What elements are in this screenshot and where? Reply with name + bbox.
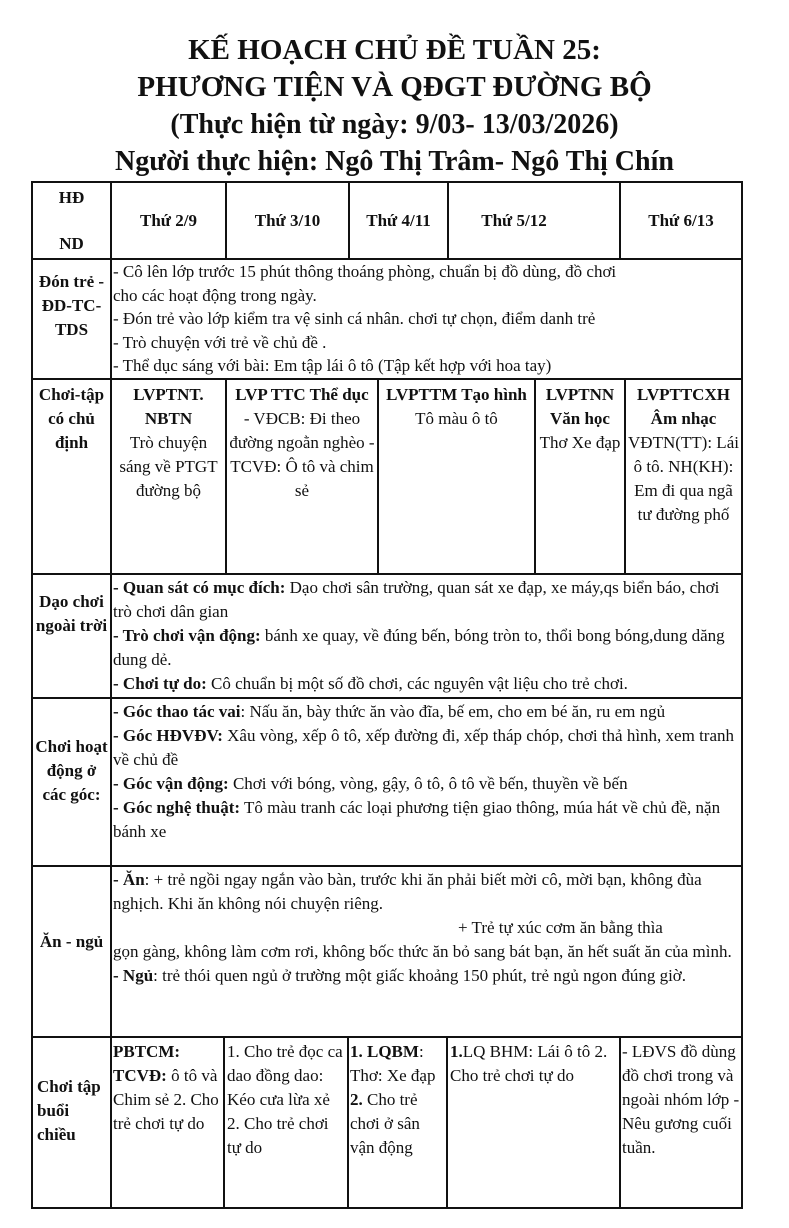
header-day-wed: Thứ 4/11 bbox=[366, 211, 431, 230]
row-label-buoi-chieu: Chơi tập buổi chiều bbox=[37, 1077, 101, 1144]
buoi-chieu-friday bbox=[622, 1040, 740, 1160]
table-border-right bbox=[741, 181, 743, 1209]
goc-item-title: - Góc thao tác vai bbox=[113, 702, 241, 721]
table-border-bottom bbox=[31, 1207, 743, 1209]
buoi-chieu-wednesday-title: 1. LQBM bbox=[350, 1042, 419, 1061]
dao-choi-item-text: Cô chuẩn bị một số đồ chơi, các nguyên vật liệu cho trẻ chơi. bbox=[206, 674, 628, 693]
table-border-top bbox=[31, 181, 743, 183]
column-divider bbox=[347, 1036, 349, 1208]
header-corner-top: HĐ bbox=[58, 188, 85, 207]
column-divider bbox=[446, 1036, 448, 1208]
title-line-4: Người thực hiện: Ngô Thị Trâm- Ngô Thị Chín bbox=[115, 146, 674, 177]
column-divider bbox=[377, 378, 379, 573]
an-text: : + trẻ ngồi ngay ngắn vào bàn, trước khi ăn phải biết mời cô, mời bạn, không đùa nghịch. Khi ăn không nói chuyện riêng. bbox=[113, 870, 702, 913]
row-divider bbox=[31, 1036, 743, 1038]
title-line-1: KẾ HOẠCH CHỦ ĐỀ TUẦN 25: bbox=[188, 34, 601, 66]
row-divider bbox=[31, 865, 743, 867]
buoi-chieu-tuesday-text: 1. Cho trẻ đọc ca dao đồng dao: Kéo cưa lừa xẻ 2. Cho trẻ chơi tự do bbox=[227, 1042, 343, 1157]
don-tre-line: cho các hoạt động trong ngày. bbox=[113, 285, 317, 305]
don-tre-line: - Thể dục sáng với bài: Em tập lái ô tô (Tập kết hợp với hoa tay) bbox=[113, 356, 552, 375]
an-paragraph-continued: + Trẻ tự xúc cơm ăn bằng thìa bbox=[458, 918, 663, 937]
title-line-3: (Thực hiện từ ngày: 9/03- 13/03/2026) bbox=[170, 109, 619, 140]
column-divider bbox=[225, 378, 227, 573]
choi-tap-tuesday bbox=[228, 383, 376, 503]
choi-tap-tuesday-body: - VĐCB: Đi theo đường ngoằn nghèo -TCVĐ: Ô tô và chim sẻ bbox=[229, 409, 375, 500]
row-label-an-ngu: Ăn - ngủ bbox=[39, 932, 104, 951]
choi-tap-thursday bbox=[536, 383, 624, 455]
goc-item-text: Xâu vòng, xếp ô tô, xếp đường đi, xếp tháp chóp, chơi thả hình, xem tranh về chủ đề bbox=[113, 726, 734, 769]
dao-choi-content bbox=[113, 576, 741, 696]
buoi-chieu-thursday-title: 1. bbox=[450, 1042, 463, 1061]
buoi-chieu-monday-text: ô tô và Chim sẻ 2. Cho trẻ chơi tự do bbox=[113, 1066, 219, 1133]
buoi-chieu-thursday bbox=[450, 1040, 618, 1088]
dao-choi-item bbox=[113, 672, 741, 696]
goc-item-title: - Góc HĐVĐV: bbox=[113, 726, 223, 745]
row-divider bbox=[31, 378, 743, 380]
header-day-mon: Thứ 2/9 bbox=[140, 211, 197, 230]
buoi-chieu-tuesday bbox=[227, 1040, 346, 1160]
row-label-choi-tap: Chơi-tập có chủ định bbox=[38, 385, 105, 452]
choi-tap-wednesday bbox=[380, 383, 533, 431]
choi-tap-monday-heading: LVPTNT. NBTN bbox=[133, 385, 204, 428]
buoi-chieu-monday-title: PBTCM: TCVĐ: bbox=[113, 1042, 181, 1085]
goc-item-title: - Góc nghệ thuật: bbox=[113, 798, 241, 817]
dao-choi-item-text: Dạo chơi sân trường, quan sát xe đạp, xe máy,qs biển báo, chơi trò chơi dân gian bbox=[113, 578, 720, 621]
ngu-text: : trẻ thói quen ngủ ở trường một giấc khoảng 150 phút, trẻ ngủ ngon đúng giờ. bbox=[153, 966, 687, 985]
buoi-chieu-thursday-text: LQ BHM: Lái ô tô 2. Cho trẻ chơi tự do bbox=[450, 1042, 608, 1085]
dao-choi-item-title: - Chơi tự do: bbox=[113, 674, 207, 693]
goc-item bbox=[113, 700, 741, 724]
buoi-chieu-wednesday-text-2: Cho trẻ chơi ở sân vận động bbox=[350, 1090, 420, 1157]
goc-item bbox=[113, 724, 741, 772]
don-tre-line: - Trò chuyện với trẻ về chủ đề . bbox=[113, 332, 327, 352]
an-title: - Ăn bbox=[113, 870, 145, 889]
row-divider bbox=[31, 573, 743, 575]
choi-tap-friday-body: VĐTN(TT): Lái ô tô. NH(KH): Em đi qua ngã tư đường phố bbox=[628, 433, 739, 524]
buoi-chieu-wednesday bbox=[350, 1040, 445, 1160]
dao-choi-item-text: bánh xe quay, về đúng bến, bóng tròn to, thổi bong bóng,dung dăng dung dẻ. bbox=[113, 626, 725, 669]
header-day-fri: Thứ 6/13 bbox=[648, 211, 714, 230]
choi-tap-friday bbox=[626, 383, 741, 527]
goc-item-text: Tô màu tranh các loại phương tiện giao thông, múa hát về chủ đề, nặn bánh xe bbox=[113, 798, 721, 841]
choi-tap-thursday-body: Thơ Xe đạp bbox=[539, 433, 621, 452]
don-tre-line: - Cô lên lớp trước 15 phút thông thoáng phòng, chuẩn bị đồ dùng, đồ chơi bbox=[113, 262, 617, 281]
choi-tap-monday-body: Trò chuyện sáng về PTGT đường bộ bbox=[119, 433, 218, 500]
header-day-tue: Thứ 3/10 bbox=[254, 211, 321, 230]
choi-tap-tuesday-heading: LVP TTC Thể dục bbox=[235, 385, 369, 404]
goc-item bbox=[113, 772, 741, 796]
row-divider bbox=[31, 697, 743, 699]
dao-choi-item-title: - Trò chơi vận động: bbox=[113, 626, 261, 645]
choi-tap-wednesday-body: Tô màu ô tô bbox=[415, 409, 498, 428]
don-tre-content bbox=[113, 260, 741, 378]
column-divider bbox=[619, 1036, 621, 1208]
goc-item-text: : Nấu ăn, bày thức ăn vào đĩa, bế em, cho em bé ăn, ru em ngủ bbox=[240, 702, 666, 721]
goc-item bbox=[113, 796, 741, 844]
buoi-chieu-friday-text: - LĐVS đồ dùng đồ chơi trong và ngoài nhóm lớp - Nêu gương cuối tuần. bbox=[622, 1042, 740, 1157]
dao-choi-item bbox=[113, 576, 741, 624]
ngu-title: - Ngủ bbox=[113, 966, 154, 985]
row-label-hoat-dong-goc: Chơi hoạt động ở các góc: bbox=[35, 737, 108, 804]
don-tre-line: - Đón trẻ vào lớp kiểm tra vệ sinh cá nhân. chơi tự chọn, điểm danh trẻ bbox=[113, 309, 596, 328]
row-label-dao-choi: Dạo chơi ngoài trời bbox=[35, 592, 108, 635]
dao-choi-item-title: - Quan sát có mục đích: bbox=[113, 578, 286, 597]
buoi-chieu-monday bbox=[113, 1040, 222, 1136]
dao-choi-item bbox=[113, 624, 741, 672]
buoi-chieu-wednesday-title-2: 2. bbox=[350, 1090, 363, 1109]
header-day-thu: Thứ 5/12 bbox=[481, 211, 547, 230]
table-border-left bbox=[31, 181, 33, 1209]
choi-tap-friday-heading: LVPTTCXH Âm nhạc bbox=[637, 385, 730, 428]
title-line-2: PHƯƠNG TIỆN VÀ QĐGT ĐƯỜNG BỘ bbox=[137, 71, 652, 103]
choi-tap-monday bbox=[113, 383, 224, 503]
row-label-don-tre: Đón trẻ - ĐD-TC-TDS bbox=[38, 272, 105, 339]
an-paragraph-tail: gọn gàng, không làm cơm rơi, không bốc thức ăn bỏ sang bát bạn, ăn hết suất ăn của mình. bbox=[113, 942, 732, 961]
goc-item-text: Chơi với bóng, vòng, gậy, ô tô, ô tô về bến, thuyền về bến bbox=[228, 774, 628, 793]
column-divider bbox=[223, 1036, 225, 1208]
goc-item-title: - Góc vận động: bbox=[113, 774, 229, 793]
an-paragraph bbox=[113, 868, 741, 916]
label-column-divider bbox=[110, 181, 112, 1209]
header-corner-bottom: ND bbox=[59, 234, 84, 253]
ngu-paragraph bbox=[113, 964, 741, 988]
choi-tap-wednesday-heading: LVPTTM Tạo hình bbox=[386, 385, 527, 404]
choi-tap-thursday-heading: LVPTNN Văn học bbox=[545, 385, 615, 428]
buoi-chieu-wednesday-text: : Thơ: Xe đạp bbox=[350, 1042, 436, 1085]
hoat-dong-goc-content bbox=[113, 700, 741, 844]
an-ngu-content bbox=[113, 868, 741, 988]
